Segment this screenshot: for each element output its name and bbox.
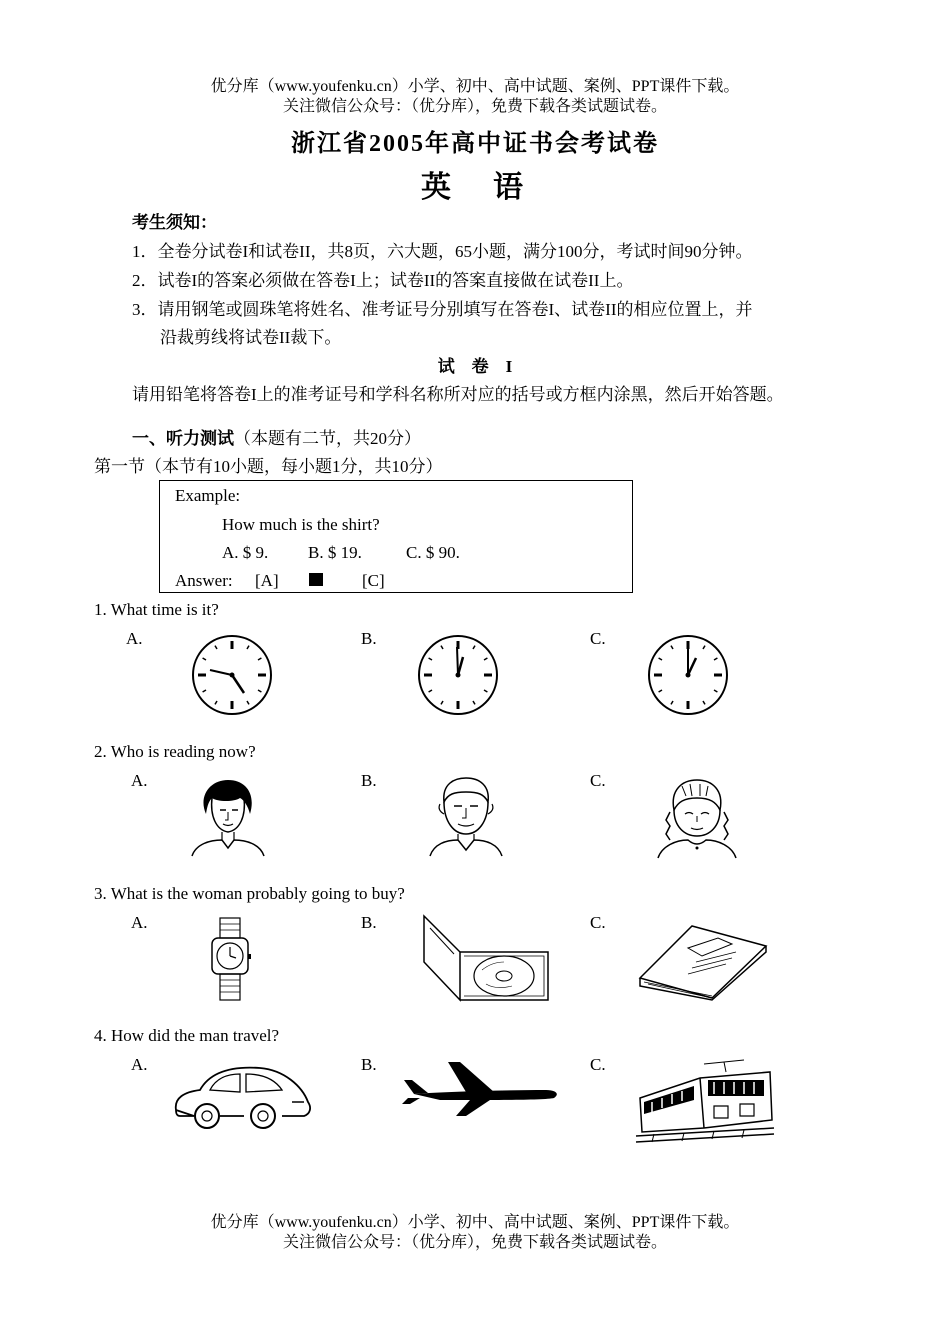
q4-option-a: A. (131, 1055, 148, 1074)
example-label: Example: (175, 486, 241, 505)
man-portrait-icon (428, 774, 504, 858)
section1-note: （本题有二节，共20分） (234, 429, 421, 448)
paper1-title: 试 卷 I (437, 357, 513, 376)
example-answer-filled-b (309, 573, 323, 586)
question-1: 1. What time is it? (94, 600, 219, 619)
train-icon (634, 1058, 776, 1144)
example-answer-label: Answer: (175, 571, 233, 590)
question-2: 2. Who is reading now? (94, 742, 256, 761)
q3-option-a: A. (131, 913, 148, 932)
q1-option-c: C. (590, 629, 606, 648)
paper1-instruction: 请用铅笔将答卷I上的准考证号和学科名称所对应的括号或方框内涂黑，然后开始答题。 (132, 385, 784, 404)
q1-option-a: A. (126, 629, 143, 648)
q2-option-c: C. (590, 771, 606, 790)
car-icon (170, 1062, 316, 1134)
notice-item-3: 3．请用钢笔或圆珠笔将姓名、准考证号分别填写在答卷I、试卷II的相应位置上，并 (132, 300, 753, 319)
example-answer-c: [C] (362, 571, 385, 590)
q2-option-a: A. (131, 771, 148, 790)
q3-option-b: B. (361, 913, 377, 932)
page-footer-line2: 关注微信公众号：（优分库），免费下载各类试题试卷。 (282, 1234, 667, 1251)
exam-subject: 英 语 (421, 171, 529, 204)
woman-portrait-icon (188, 776, 268, 858)
example-option-b: B. $ 19. (308, 543, 362, 562)
q4-option-b: B. (361, 1055, 377, 1074)
clock-b-icon (416, 633, 500, 717)
cd-case-icon (420, 912, 552, 1002)
q2-option-b: B. (361, 771, 377, 790)
notice-item-3-cont: 沿裁剪线将试卷II裁下。 (160, 328, 342, 347)
airplane-icon (400, 1058, 562, 1118)
girl-portrait-icon (654, 776, 740, 860)
clock-a-icon (190, 633, 274, 717)
q1-option-b: B. (361, 629, 377, 648)
page-header-line2: 关注微信公众号：（优分库），免费下载各类试题试卷。 (282, 98, 667, 115)
book-icon (636, 922, 770, 1002)
question-3: 3. What is the woman probably going to buy? (94, 884, 405, 903)
notice-item-1: 1．全卷分试卷I和试卷II，共8页，六大题，65小题，满分100分，考试时间90分钟。 (132, 242, 753, 261)
section1-heading: 一、听力测试 (132, 429, 234, 448)
clock-c-icon (646, 633, 730, 717)
section1-part1: 第一节（本节有10小题，每小题1分，共10分） (94, 457, 443, 476)
notice-item-2: 2．试卷I的答案必须做在答卷I上；试卷II的答案直接做在试卷II上。 (132, 271, 634, 290)
q3-option-c: C. (590, 913, 606, 932)
page-footer-line1: 优分库（www.youfenku.cn）小学、初中、高中试题、案例、PPT课件下载。 (210, 1214, 740, 1231)
example-answer-a: [A] (255, 571, 279, 590)
wristwatch-icon (208, 916, 252, 1002)
question-4: 4. How did the man travel? (94, 1026, 280, 1045)
page-header-line1: 优分库（www.youfenku.cn）小学、初中、高中试题、案例、PPT课件下载。 (210, 78, 740, 95)
q4-option-c: C. (590, 1055, 606, 1074)
section1-heading-line (132, 428, 421, 450)
example-option-a: A. $ 9. (222, 543, 269, 562)
exam-title: 浙江省2005年高中证书会考试卷 (291, 131, 659, 157)
example-question: How much is the shirt? (222, 515, 380, 534)
notice-heading: 考生须知： (132, 213, 217, 232)
example-option-c: C. $ 90. (406, 543, 460, 562)
